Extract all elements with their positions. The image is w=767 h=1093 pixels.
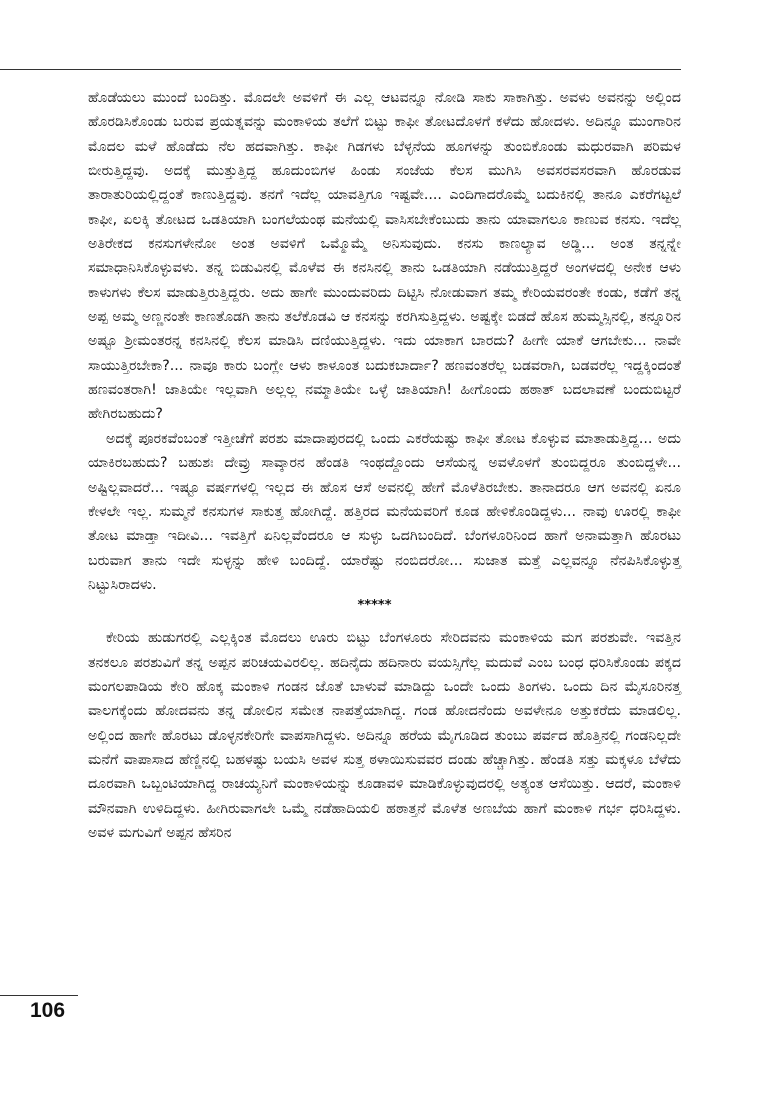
header-rule	[0, 69, 681, 70]
paragraph-3: ಕೇರಿಯ ಹುಡುಗರಲ್ಲಿ ಎಲ್ಲಕ್ಕಿಂತ ಮೊದಲು ಊರು ಬಿಟ್ಟು ಬೆಂಗಳೂರು ಸೇರಿದವನು ಮಂಕಾಳಿಯ ಮಗ ಪರಶುವೇ. ಇವತ್ತಿನ ತನಕಲೂ ಪರಶುವಿಗೆ ತನ್ನ ಅಪ್ಪನ ಪರಿಚಯವಿರಲಿಲ್ಲ. ಹದಿನೈದು ಹದಿನಾರು ವಯಸ್ಸಿಗೆಲ್ಲ ಮದುವೆ ಎಂಬ ಬಂಧ ಧರಿಸಿಕೊಂಡು ಪಕ್ಕದ ಮಂಗಲಪಾಡಿಯ ಕೇರಿ ಹೊಕ್ಕ ಮಂಕಾಳಿ ಗಂಡನ ಜೊತೆ ಬಾಳುವೆ ಮಾಡಿದ್ದು ಒಂದೇ ಒಂದು ತಿಂಗಳು. ಒಂದು ದಿನ ಮೈಸೂರಿನತ್ತ ವಾಲಗಕ್ಕೆಂದು ಹೋದವನು ತನ್ನ ಡೋಲಿನ ಸಮೇತ ನಾಪತ್ತೆಯಾಗಿದ್ದ. ಗಂಡ ಹೋದನೆಂದು ಅವಳೇನೂ ಅತ್ತುಕರೆದು ಮಾಡಲಿಲ್ಲ. ಅಲ್ಲಿಂದ ಹಾಗೇ ಹೊರಟು ಡೊಳ್ಳನಕೇರಿಗೇ ವಾಪಸಾಗಿದ್ದಳು. ಅದಿನ್ನೂ ಹರೆಯ ಮೈಗೂಡಿದ ತುಂಬು ಪರ್ವದ ಹೊತ್ತಿನಲ್ಲಿ ಗಂಡನಿಲ್ಲದೇ ಮನೆಗೆ ವಾಪಾಸಾದ ಹೆಣ್ಣಿನಲ್ಲಿ ಬಹಳಷ್ಟು ಬಯಸಿ ಅವಳ ಸುತ್ತ ಠಳಾಯಿಸುವವರ ದಂಡು ಹೆಚ್ಚಾಗಿತ್ತು. ಹೆಂಡತಿ ಸತ್ತು ಮಕ್ಕಳೂ ಬೆಳೆದು ದೂರವಾಗಿ ಒಬ್ಬಂಟಿಯಾಗಿದ್ದ ರಾಚಯ್ಯನಿಗೆ ಮಂಕಾಳಿಯನ್ನು ಕೂಡಾವಳಿ ಮಾಡಿಕೊಳ್ಳುವುದರಲ್ಲಿ ಅತ್ಯಂತ ಆಸೆಯಿತ್ತು. ಆದರೆ, ಮಂಕಾಳಿ ಮೌನವಾಗಿ ಉಳಿದಿದ್ದಳು. ಹೀಗಿರುವಾಗಲೇ ಒಮ್ಮೆ ನಡೆಹಾದಿಯಲಿ ಹಠಾತ್ತನೆ ಮೊಳೆತ ಅಣಬೆಯ ಹಾಗೆ ಮಂಕಾಳಿ ಗರ್ಭ ಧರಿಸಿದ್ದಳು. ಅವಳ ಮಗುವಿಗೆ ಅಪ್ಪನ ಹೆಸರಿನ	[88, 630, 681, 841]
footer-rule	[0, 995, 78, 996]
separator-gap	[88, 614, 681, 626]
section-separator: *****	[357, 598, 392, 614]
paragraph-1: ಹೊಡೆಯಲು ಮುಂದೆ ಬಂದಿತ್ತು. ಮೊದಲೇ ಅವಳಿಗೆ ಈ ಎಲ್ಲ ಆಟವನ್ನೂ ನೋಡಿ ಸಾಕು ಸಾಕಾಗಿತ್ತು. ಅವಳು ಅವನನ್ನು ಅಲ್ಲಿಂದ ಹೊರಡಿಸಿಕೊಂಡು ಬರುವ ಪ್ರಯತ್ನವನ್ನು ಮಂಕಾಳಿಯ ತಲೆಗೆ ಬಿಟ್ಟು ಕಾಫೀ ತೋಟದೊಳಗೆ ಕಳೆದು ಹೋದಳು. ಅದಿನ್ನೂ ಮುಂಗಾರಿನ ಮೊದಲ ಮಳೆ ಹೊಡೆದು ನೆಲ ಹದವಾಗಿತ್ತು. ಕಾಫೀ ಗಿಡಗಳು ಬೆಳ್ಳನೆಯ ಹೂಗಳನ್ನು ತುಂಬಿಕೊಂಡು ಮಧುರವಾಗಿ ಪರಿಮಳ ಬೀರುತ್ತಿದ್ದವು. ಅದಕ್ಕೆ ಮುತ್ತುತ್ತಿದ್ದ ಹೂದುಂಬಿಗಳ ಹಿಂಡು ಸಂಜೆಯ ಕೆಲಸ ಮುಗಿಸಿ ಅವಸರವಸರವಾಗಿ ಹೊರಡುವ ತಾರಾತುರಿಯಲ್ಲಿದ್ದಂತೆ ಕಾಣುತ್ತಿದ್ದವು. ತನಗೆ ಇದೆಲ್ಲ ಯಾವತ್ತಿಗೂ ಇಷ್ಟವೇ.... ಎಂದಿಗಾದರೊಮ್ಮೆ ಬದುಕಿನಲ್ಲಿ ತಾನೂ ಎಕರೆಗಟ್ಟಲೆ ಕಾಫೀ, ಏಲಕ್ಕಿ ತೋಟದ ಒಡತಿಯಾಗಿ ಬಂಗಲೆಯಂಥ ಮನೆಯಲ್ಲಿ ವಾಸಿಸಬೇಕೆಂಬುದು ತಾನು ಯಾವಾಗಲೂ ಕಾಣುವ ಕನಸು. ಇದೆಲ್ಲ ಅತಿರೇಕದ ಕನಸುಗಳೇನೋ ಅಂತ ಅವಳಿಗೆ ಒಮ್ಮೊಮ್ಮೆ ಅನಿಸುವುದು. ಕನಸು ಕಾಣಲ್ಯಾವ ಅಡ್ಡಿ... ಅಂತ ತನ್ನನ್ನೇ ಸಮಾಧಾನಿಸಿಕೊಳ್ಳುವಳು. ತನ್ನ ಬಿಡುವಿನಲ್ಲಿ ಮೊಳೆವ ಈ ಕನಸಿನಲ್ಲಿ ತಾನು ಒಡತಿಯಾಗಿ ನಡೆಯುತ್ತಿದ್ದರೆ ಅಂಗಳದಲ್ಲಿ ಅನೇಕ ಆಳು ಕಾಳುಗಳು ಕೆಲಸ ಮಾಡುತ್ತಿರುತ್ತಿದ್ದರು. ಅದು ಹಾಗೇ ಮುಂದುವರಿದು ದಿಟ್ಟಿಸಿ ನೋಡುವಾಗ ತಮ್ಮ ಕೇರಿಯವರಂತೇ ಕಂಡು, ಕಡೆಗೆ ತನ್ನ ಅಪ್ಪ ಅಮ್ಮ ಅಣ್ಣನಂತೇ ಕಾಣತೊಡಗಿ ತಾನು ತಲೆಕೊಡವಿ ಆ ಕನಸನ್ನು ಕರಗಿಸುತ್ತಿದ್ದಳು. ಅಷ್ಟಕ್ಕೇ ಬಿಡದೆ ಹೊಸ ಹುಮ್ಮಸ್ಸಿನಲ್ಲಿ, ತನ್ನೂರಿನ ಅಷ್ಟೂ ಶ್ರೀಮಂತರನ್ನ ಕನಸಿನಲ್ಲಿ ಕೆಲಸ ಮಾಡಿಸಿ ದಣಿಯುತ್ತಿದ್ದಳು. ಇದು ಯಾಕಾಗ ಬಾರದು? ಹೀಗೇ ಯಾಕೆ ಆಗಬೇಕು... ನಾವೇ ಸಾಯುತ್ತಿರಬೇಕಾ?... ನಾವೂ ಕಾರು ಬಂಗ್ಲೇ ಆಳು ಕಾಳೂಂತ ಬದುಕಬಾರ್ದಾ? ಹಣವಂತರೆಲ್ಲ ಬಡವರಾಗಿ, ಬಡವರೆಲ್ಲ ಇದ್ದಕ್ಕಿಂದಂತೆ ಹಣವಂತರಾಗಿ! ಜಾತಿಯೇ ಇಲ್ಲವಾಗಿ ಅಲ್ಲಲ್ಲ ನಮ್ಮಾತಿಯೇ ಒಳ್ಳೆ ಜಾತಿಯಾಗಿ! ಹೀಗೊಂದು ಹಠಾತ್ ಬದಲಾವಣೆ ಬಂದುಬಿಟ್ಟರೆ ಹೇಗಿರಬಹುದು?	[88, 90, 681, 423]
paragraph-2: ಅದಕ್ಕೆ ಪೂರಕವೆಂಬಂತೆ ಇತ್ತೀಚೆಗೆ ಪರಶು ಮಾದಾಪುರದಲ್ಲಿ ಒಂದು ಎಕರೆಯಷ್ಟು ಕಾಫೀ ತೋಟ ಕೊಳ್ಳುವ ಮಾತಾಡುತ್ತಿದ್ದ... ಅದು ಯಾಕಿರಬಹುದು? ಬಹುಶಃ ದೇವ್ರು ಸಾವ್ಕಾರನ ಹೆಂಡತಿ ಇಂಥದ್ದೊಂದು ಆಸೆಯನ್ನ ಅವಳೊಳಗೆ ತುಂಬಿದ್ದರೂ ತುಂಬಿದ್ದಳೇ... ಅಷ್ಟಿಲ್ಲವಾದರೆ... ಇಷ್ಟೂ ವರ್ಷಗಳಲ್ಲಿ ಇಲ್ಲದ ಈ ಹೊಸ ಆಸೆ ಅವನಲ್ಲಿ ಹೇಗೆ ಮೊಳೆತಿರಬೇಕು. ತಾನಾದರೂ ಆಗ ಅವನಲ್ಲಿ ಏನೂ ಕೇಳಲೇ ಇಲ್ಲ. ಸುಮ್ಮನೆ ಕನಸುಗಳ ಸಾಕುತ್ತ ಹೋಗಿದ್ದೆ. ಹತ್ತಿರದ ಮನೆಯವರಿಗೆ ಕೂಡ ಹೇಳಿಕೊಂಡಿದ್ದಳು... ನಾವು ಊರಲ್ಲಿ ಕಾಫೀ ತೋಟ ಮಾಡ್ತಾ ಇದೀವಿ... ಇವತ್ತಿಗೆ ಏನಿಲ್ಲವೆಂದರೂ ಆ ಸುಳ್ಳು ಒದಗಿಬಂದಿದೆ. ಬೆಂಗಳೂರಿನಿಂದ ಹಾಗೆ ಅನಾಮತ್ತಾಗಿ ಹೊರಟು ಬರುವಾಗ ತಾನು ಇದೇ ಸುಳ್ಳನ್ನು ಹೇಳಿ ಬಂದಿದ್ದೆ. ಯಾರೆಷ್ಟು ನಂಬಿದರೋ... ಸುಜಾತ ಮತ್ತೆ ಎಲ್ಲವನ್ನೂ ನೆನಪಿಸಿಕೊಳ್ಳುತ್ತ ನಿಟ್ಟುಸಿರಾದಳು.	[88, 430, 681, 593]
page-number: 106	[30, 999, 66, 1022]
page-body	[88, 86, 681, 845]
